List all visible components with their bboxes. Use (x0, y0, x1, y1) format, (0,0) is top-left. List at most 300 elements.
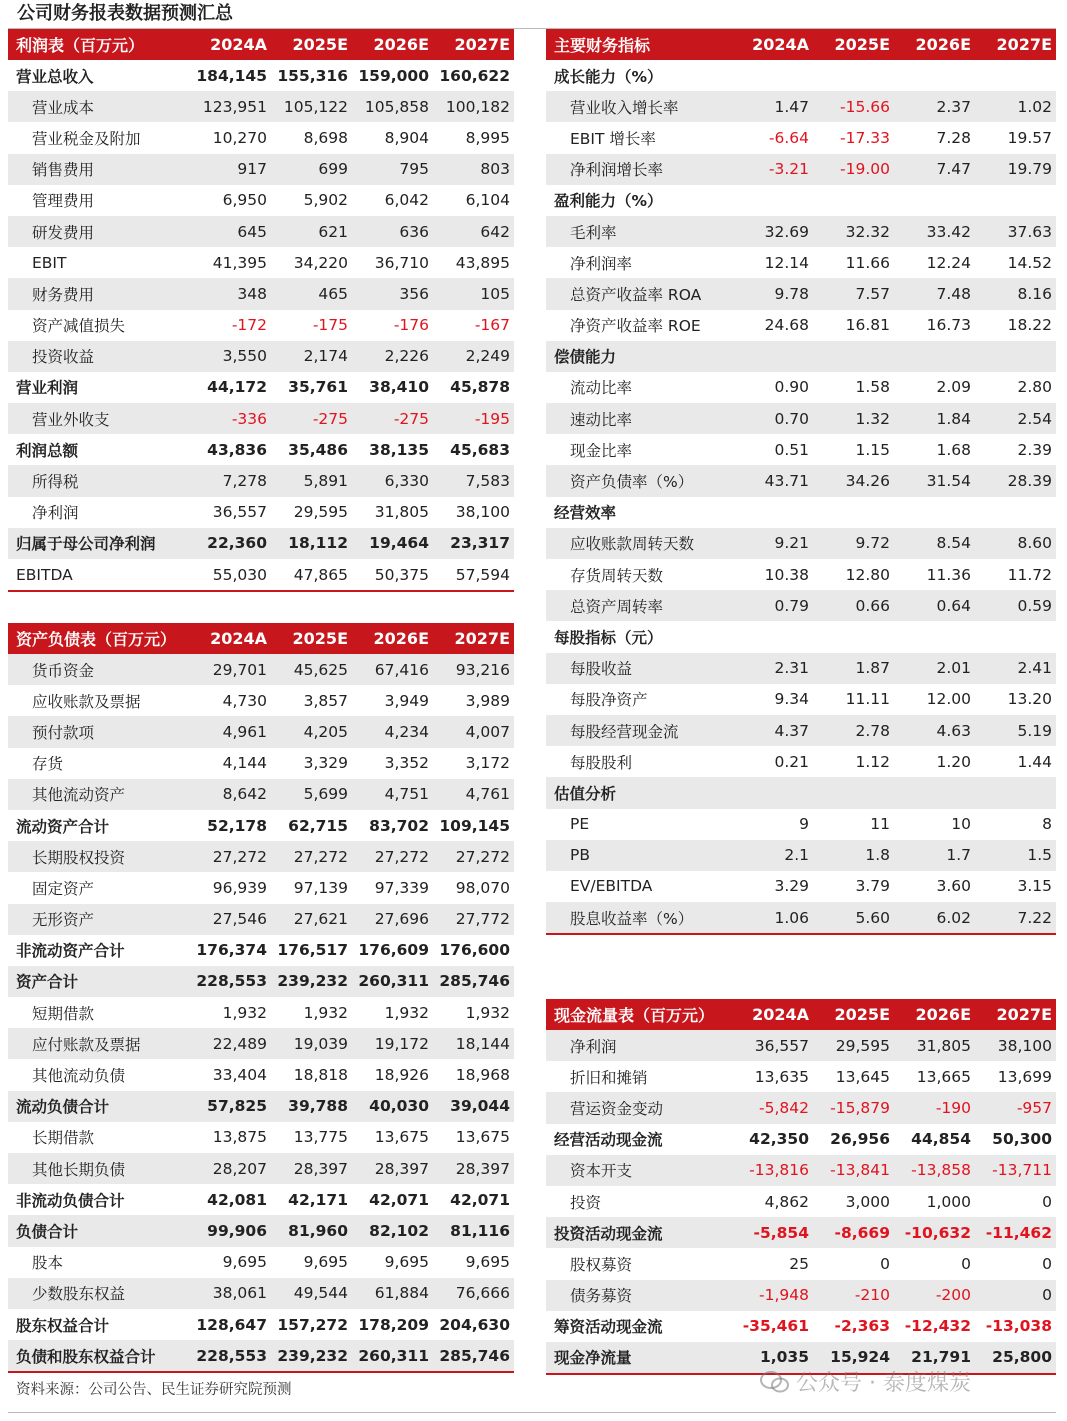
row-label: 营业成本 (32, 98, 95, 117)
cell-value: 13,675 (374, 1128, 429, 1147)
cell-value: 35,761 (288, 378, 348, 397)
cell-value: 16.73 (926, 316, 971, 335)
row-label: 投资收益 (32, 348, 95, 367)
page-title: 公司财务报表数据预测汇总 (17, 3, 233, 24)
row-label: 总资产周转率 (570, 597, 664, 616)
cell-value: 42,350 (749, 1130, 809, 1149)
cell-value: 4.63 (936, 721, 971, 740)
row-label: PB (570, 846, 590, 865)
row-label: 折旧和摊销 (570, 1068, 648, 1087)
table-row (546, 1155, 1056, 1186)
row-label: 非流动负债合计 (16, 1191, 125, 1210)
table-row (8, 434, 514, 465)
cell-value: 47,865 (293, 565, 348, 584)
cell-value: 27,546 (212, 910, 267, 929)
table-row (8, 403, 514, 434)
cell-value: 1.15 (855, 440, 890, 459)
cell-value: 7.47 (936, 160, 971, 179)
watermark-text: 公众号 · 泰度煤炭 (796, 1371, 971, 1396)
table-row (546, 91, 1056, 122)
table-row (8, 1278, 514, 1309)
table-row (8, 841, 514, 872)
row-label: 投资活动现金流 (554, 1224, 663, 1243)
cell-value: 0.79 (774, 596, 809, 615)
cell-value: 33.42 (926, 222, 971, 241)
cell-value: 4,761 (465, 785, 510, 804)
cell-value: 97,339 (374, 878, 429, 897)
cell-value: 0 (1042, 1254, 1052, 1273)
cell-value: 21,791 (911, 1348, 971, 1367)
cell-value: -957 (1016, 1098, 1052, 1117)
cell-value: 2.41 (1017, 659, 1052, 678)
table-row (8, 935, 514, 966)
cell-value: 176,517 (277, 941, 348, 960)
cell-value: 40,030 (369, 1097, 429, 1116)
table-row (546, 434, 1056, 465)
cell-value: 4,751 (384, 785, 429, 804)
cell-value: 13,675 (455, 1128, 510, 1147)
cell-value: 36,710 (374, 253, 429, 272)
cell-value: 2,249 (465, 347, 510, 366)
table-row (546, 590, 1056, 621)
cell-value: 50,300 (992, 1130, 1052, 1149)
cell-value: -5,842 (759, 1098, 809, 1117)
table-row (8, 465, 514, 496)
cell-value: -6.64 (768, 128, 809, 147)
table-row (546, 1092, 1056, 1123)
cell-value: 13,775 (293, 1128, 348, 1147)
table-row (8, 1028, 514, 1059)
cell-value: -167 (474, 316, 510, 335)
row-label: 应收账款周转天数 (570, 535, 695, 554)
table-row (546, 902, 1056, 933)
table-row (8, 779, 514, 810)
table-row (546, 216, 1056, 247)
row-label: 股本 (32, 1254, 64, 1273)
cell-value: 3.15 (1017, 877, 1052, 896)
row-label: 流动资产合计 (16, 817, 110, 836)
row-label: 净利润增长率 (570, 161, 664, 180)
cell-value: 44,854 (911, 1130, 971, 1149)
row-label: 资产合计 (16, 973, 79, 992)
row-label: 管理费用 (32, 192, 95, 211)
cell-value: -13,711 (992, 1161, 1052, 1180)
cell-value: 26,956 (830, 1130, 890, 1149)
row-label: 每股净资产 (570, 691, 648, 710)
cell-value: 128,647 (196, 1315, 267, 1334)
cell-value: -3.21 (768, 160, 809, 179)
cell-value: 8.16 (1017, 284, 1052, 303)
cell-value: 0.51 (774, 440, 809, 459)
cell-value: 76,666 (455, 1284, 510, 1303)
cell-value: 38,061 (212, 1284, 267, 1303)
cell-value: 32.69 (764, 222, 809, 241)
cell-value: 9,695 (303, 1253, 348, 1272)
table-row (546, 559, 1056, 590)
row-label: 非流动资产合计 (16, 942, 125, 961)
income-statement-table (8, 29, 514, 592)
header-year: 2024A (752, 35, 809, 54)
cell-value: 9.78 (774, 284, 809, 303)
row-label: EV/EBITDA (570, 877, 653, 896)
cell-value: 13,635 (754, 1067, 809, 1086)
cell-value: -195 (474, 409, 510, 428)
cell-value: 0 (1042, 1286, 1052, 1305)
table-row (8, 1215, 514, 1246)
cell-value: 1,932 (222, 1003, 267, 1022)
table-row (8, 654, 514, 685)
table-row (8, 997, 514, 1028)
cell-value: 34.26 (845, 472, 890, 491)
cell-value: 12.80 (845, 565, 890, 584)
table-row (546, 310, 1056, 341)
cell-value: 22,489 (212, 1034, 267, 1053)
header-title: 现金流量表（百万元） (554, 1006, 715, 1025)
cell-value: 9.21 (774, 534, 809, 553)
cell-value: 4.37 (774, 721, 809, 740)
cell-value: 176,600 (439, 941, 510, 960)
cell-value: 98,070 (455, 878, 510, 897)
row-label: 营业外收支 (32, 410, 110, 429)
table-row (8, 185, 514, 216)
table-row (8, 559, 514, 590)
cell-value: 1.47 (774, 97, 809, 116)
table-row (8, 872, 514, 903)
cell-value: 2.54 (1017, 409, 1052, 428)
cell-value: 285,746 (439, 1346, 510, 1365)
cell-value: 636 (399, 222, 429, 241)
row-label: 研发费用 (32, 223, 95, 242)
cell-value: 155,316 (277, 66, 348, 85)
cell-value: 55,030 (212, 565, 267, 584)
row-label: 每股经营现金流 (570, 722, 679, 741)
table-row (546, 1280, 1056, 1311)
header-year: 2025E (834, 1005, 890, 1024)
cell-value: 27,272 (455, 847, 510, 866)
row-label: 存货 (32, 755, 64, 774)
header-year: 2024A (210, 629, 267, 648)
cell-value: 3,329 (303, 754, 348, 773)
header-year: 2027E (454, 629, 510, 648)
cell-value: 157,272 (277, 1315, 348, 1334)
cell-value: 44,172 (207, 378, 267, 397)
cell-value: 123,951 (202, 97, 267, 116)
table-row (546, 1186, 1056, 1217)
table-header (8, 623, 514, 654)
cell-value: 6,042 (384, 191, 429, 210)
row-label: 净利润 (570, 1037, 617, 1056)
cell-value: 11.72 (1007, 565, 1052, 584)
row-label: 净利润 (32, 504, 79, 523)
table-header (546, 29, 1056, 60)
cell-value: 239,232 (277, 1346, 348, 1365)
cell-value: 5.19 (1017, 721, 1052, 740)
cell-value: 11.11 (845, 690, 890, 709)
row-label: 偿债能力 (554, 348, 617, 367)
cash-flow-table (546, 999, 1056, 1375)
cell-value: 42,071 (450, 1190, 510, 1209)
cell-value: 45,878 (450, 378, 510, 397)
row-label: 财务费用 (32, 285, 95, 304)
cell-value: 82,102 (369, 1221, 429, 1240)
cell-value: 228,553 (196, 972, 267, 991)
row-label: 固定资产 (32, 879, 95, 898)
cell-value: 19,172 (374, 1034, 429, 1053)
table-row (546, 746, 1056, 777)
table-row (8, 247, 514, 278)
cell-value: 29,595 (293, 503, 348, 522)
cell-value: 285,746 (439, 972, 510, 991)
row-label: EBITDA (16, 565, 73, 584)
cell-value: 38,100 (997, 1036, 1052, 1055)
cell-value: 8,642 (222, 785, 267, 804)
header-year: 2026E (373, 629, 429, 648)
row-label: 估值分析 (554, 784, 617, 803)
row-label: 流动负债合计 (16, 1098, 110, 1117)
header-year: 2027E (996, 1005, 1052, 1024)
cell-value: 19,464 (369, 534, 429, 553)
cell-value: 42,071 (369, 1190, 429, 1209)
cell-value: 28,397 (374, 1159, 429, 1178)
row-label: EBIT 增长率 (570, 129, 656, 148)
header-year: 2024A (210, 35, 267, 54)
cell-value: 83,702 (369, 816, 429, 835)
cell-value: 176,374 (196, 941, 267, 960)
cell-value: 96,939 (212, 878, 267, 897)
row-label: 投资 (570, 1193, 602, 1212)
row-label: 现金净流量 (554, 1349, 632, 1368)
row-label: 长期股权投资 (32, 848, 126, 867)
cell-value: 28,397 (293, 1159, 348, 1178)
cell-value: 699 (318, 160, 348, 179)
cell-value: 10.38 (764, 565, 809, 584)
table-row (546, 465, 1056, 496)
cell-value: -176 (393, 316, 429, 335)
cell-value: 39,788 (288, 1097, 348, 1116)
row-label: 速动比率 (570, 410, 633, 429)
cell-value: -190 (935, 1098, 971, 1117)
row-label: 现金比率 (570, 441, 633, 460)
table-end-rule (8, 1371, 514, 1373)
header-year: 2025E (834, 35, 890, 54)
cell-value: 13,875 (212, 1128, 267, 1147)
cell-value: 105,122 (283, 97, 348, 116)
row-label: 其他长期负债 (32, 1160, 126, 1179)
row-label: 营业税金及附加 (32, 129, 141, 148)
cell-value: 1.20 (936, 752, 971, 771)
cell-value: 16.81 (845, 316, 890, 335)
row-label: 预付款项 (32, 723, 95, 742)
cell-value: 42,081 (207, 1190, 267, 1209)
row-label: 应付账款及票据 (32, 1035, 141, 1054)
cell-value: 0.70 (774, 409, 809, 428)
cell-value: 18,144 (455, 1034, 510, 1053)
cell-value: -10,632 (904, 1223, 971, 1242)
cell-value: 2.01 (936, 659, 971, 678)
cell-value: 4,862 (764, 1192, 809, 1211)
table-row (8, 1122, 514, 1153)
cell-value: 795 (399, 160, 429, 179)
cell-value: -2,363 (834, 1317, 890, 1336)
table-row (8, 685, 514, 716)
cell-value: 260,311 (358, 1346, 429, 1365)
cell-value: 57,594 (455, 565, 510, 584)
cell-value: 3,949 (384, 691, 429, 710)
cell-value: 31,805 (916, 1036, 971, 1055)
cell-value: 204,630 (439, 1315, 510, 1334)
table-row (546, 1124, 1056, 1155)
cell-value: 3,989 (465, 691, 510, 710)
cell-value: 22,360 (207, 534, 267, 553)
header-year: 2026E (373, 35, 429, 54)
table-row (8, 122, 514, 153)
cell-value: 5,902 (303, 191, 348, 210)
table-row (546, 528, 1056, 559)
table-row (8, 1059, 514, 1090)
row-label: 负债和股东权益合计 (16, 1347, 156, 1366)
cell-value: 9.34 (774, 690, 809, 709)
header-year: 2027E (996, 35, 1052, 54)
cell-value: 62,715 (288, 816, 348, 835)
cell-value: 3,000 (845, 1192, 890, 1211)
cell-value: 35,486 (288, 440, 348, 459)
cell-value: -17.33 (840, 128, 890, 147)
table-row (546, 341, 1056, 372)
cell-value: 7.28 (936, 128, 971, 147)
cell-value: 18,968 (455, 1066, 510, 1085)
cell-value: 7,278 (222, 472, 267, 491)
cell-value: 1.58 (855, 378, 890, 397)
cell-value: 19.57 (1007, 128, 1052, 147)
cell-value: 19,039 (293, 1034, 348, 1053)
table-row (546, 1061, 1056, 1092)
cell-value: 27,272 (212, 847, 267, 866)
cell-value: 260,311 (358, 972, 429, 991)
cell-value: 12.00 (926, 690, 971, 709)
cell-value: 4,961 (222, 722, 267, 741)
cell-value: 159,000 (358, 66, 429, 85)
cell-value: 7.48 (936, 284, 971, 303)
cell-value: 31.54 (926, 472, 971, 491)
cell-value: 917 (237, 160, 267, 179)
table-row (546, 1248, 1056, 1279)
cell-value: 34,220 (293, 253, 348, 272)
header-title: 主要财务指标 (554, 36, 651, 55)
cell-value: 160,622 (439, 66, 510, 85)
header-year: 2026E (915, 1005, 971, 1024)
table-row (8, 1340, 514, 1371)
row-label: PE (570, 815, 590, 834)
row-label: 经营活动现金流 (554, 1131, 663, 1150)
table-row (8, 1309, 514, 1340)
cell-value: 45,683 (450, 440, 510, 459)
cell-value: 645 (237, 222, 267, 241)
cell-value: 3.60 (936, 877, 971, 896)
cell-value: -13,038 (985, 1317, 1052, 1336)
cell-value: -8,669 (834, 1223, 890, 1242)
cell-value: 1.06 (774, 908, 809, 927)
row-label: 股权募资 (570, 1255, 633, 1274)
header-year: 2024A (752, 1005, 809, 1024)
cell-value: 32.32 (845, 222, 890, 241)
table-row (8, 1247, 514, 1278)
cell-value: 2,226 (384, 347, 429, 366)
table-row (8, 310, 514, 341)
header-year: 2027E (454, 35, 510, 54)
table-row (8, 91, 514, 122)
cell-value: 9,695 (465, 1253, 510, 1272)
table-row (546, 684, 1056, 715)
table-row (546, 60, 1056, 91)
cell-value: 8,698 (303, 128, 348, 147)
table-row (8, 341, 514, 372)
cell-value: 37.63 (1007, 222, 1052, 241)
cell-value: 25 (789, 1254, 809, 1273)
table-row (546, 809, 1056, 840)
cell-value: 9,695 (384, 1253, 429, 1272)
table-row (8, 216, 514, 247)
cell-value: 18,818 (293, 1066, 348, 1085)
table-row (546, 840, 1056, 871)
cell-value: 7.22 (1017, 908, 1052, 927)
cell-value: 41,395 (212, 253, 267, 272)
cell-value: 9,695 (222, 1253, 267, 1272)
row-label: 成长能力（%） (554, 67, 663, 86)
cell-value: 0 (961, 1254, 971, 1273)
footer-divider (8, 1412, 1056, 1413)
cell-value: 38,100 (455, 503, 510, 522)
table-row (8, 528, 514, 559)
cell-value: 2.09 (936, 378, 971, 397)
table-row (546, 715, 1056, 746)
cell-value: 11.66 (845, 253, 890, 272)
cell-value: -35,461 (742, 1317, 809, 1336)
row-label: 净资产收益率 ROE (570, 317, 701, 336)
row-label: 应收账款及票据 (32, 692, 141, 711)
cell-value: 24.68 (764, 316, 809, 335)
cell-value: 3,352 (384, 754, 429, 773)
cell-value: 31,805 (374, 503, 429, 522)
cell-value: 13.20 (1007, 690, 1052, 709)
row-label: 其他流动资产 (32, 786, 126, 805)
cell-value: 2.31 (774, 659, 809, 678)
cell-value: 4,730 (222, 691, 267, 710)
cell-value: 2.78 (855, 721, 890, 740)
row-label: 筹资活动现金流 (554, 1318, 663, 1337)
row-label: 股息收益率（%） (570, 909, 694, 928)
cell-value: 100,182 (445, 97, 510, 116)
cell-value: 1.8 (865, 846, 890, 865)
cell-value: 36,557 (212, 503, 267, 522)
cell-value: 621 (318, 222, 348, 241)
cell-value: 178,209 (358, 1315, 429, 1334)
cell-value: 12.24 (926, 253, 971, 272)
cell-value: 105 (480, 284, 510, 303)
cell-value: 13,665 (916, 1067, 971, 1086)
cell-value: 6,950 (222, 191, 267, 210)
cell-value: 1.5 (1027, 846, 1052, 865)
row-label: 所得税 (32, 473, 79, 492)
cell-value: 465 (318, 284, 348, 303)
cell-value: 4,144 (222, 754, 267, 773)
cell-value: 8.54 (936, 534, 971, 553)
cell-value: 0.64 (936, 596, 971, 615)
cell-value: 2.37 (936, 97, 971, 116)
cell-value: 81,960 (288, 1221, 348, 1240)
cell-value: 8,904 (384, 128, 429, 147)
cell-value: 15,924 (830, 1348, 890, 1367)
cell-value: 803 (480, 160, 510, 179)
